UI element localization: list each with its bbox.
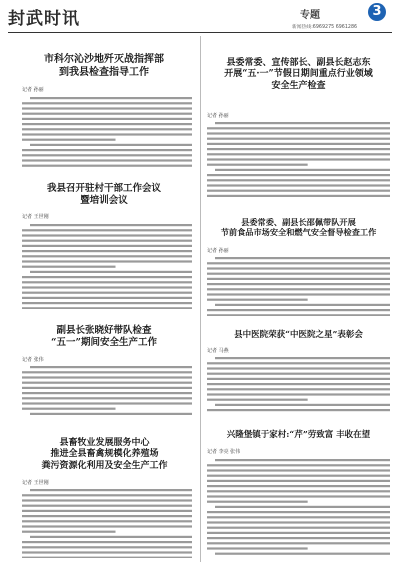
text-line bbox=[22, 515, 192, 517]
text-line bbox=[22, 128, 192, 130]
text-line bbox=[30, 366, 192, 368]
article-2-headline: 县委常委、宣传部长、副县长赵志东 开展“五·一”节假日期间重点行业领域 安全生产检查 bbox=[224, 58, 373, 91]
article-3-byline: 记者 王世刚 bbox=[22, 214, 49, 220]
text-line bbox=[30, 97, 192, 99]
text-line bbox=[207, 393, 390, 395]
article-6-body bbox=[22, 363, 192, 419]
text-line bbox=[207, 409, 390, 411]
body-text-lines bbox=[207, 254, 390, 316]
text-line bbox=[207, 490, 390, 492]
text-line bbox=[207, 362, 390, 364]
text-line bbox=[207, 179, 390, 181]
text-line bbox=[22, 531, 116, 533]
text-line bbox=[207, 283, 390, 285]
text-line bbox=[215, 553, 390, 555]
text-line bbox=[207, 158, 390, 160]
article-5-byline: 记者 马燕 bbox=[207, 348, 229, 354]
text-line bbox=[207, 148, 390, 150]
text-line bbox=[207, 127, 390, 129]
text-line bbox=[207, 373, 390, 375]
text-line bbox=[22, 551, 192, 553]
text-line bbox=[207, 195, 390, 197]
text-line bbox=[207, 153, 390, 155]
text-line bbox=[30, 536, 192, 538]
text-line bbox=[22, 118, 192, 120]
text-line bbox=[215, 506, 390, 508]
article-4-body bbox=[207, 254, 390, 316]
text-line bbox=[215, 122, 390, 124]
text-line bbox=[207, 480, 390, 482]
text-line bbox=[22, 302, 192, 304]
text-line bbox=[207, 138, 390, 140]
text-line bbox=[22, 234, 192, 236]
text-line bbox=[22, 255, 192, 257]
text-line bbox=[207, 132, 390, 134]
text-line bbox=[30, 271, 192, 273]
text-line bbox=[22, 113, 192, 115]
article-2-byline: 记者 孙丽 bbox=[207, 113, 229, 119]
text-line bbox=[22, 376, 192, 378]
text-line bbox=[207, 527, 390, 529]
text-line bbox=[22, 408, 116, 410]
text-line bbox=[22, 499, 192, 501]
text-line bbox=[207, 288, 390, 290]
text-line bbox=[22, 154, 192, 156]
body-text-lines bbox=[22, 486, 192, 558]
text-line bbox=[22, 240, 192, 242]
text-line bbox=[207, 485, 390, 487]
text-line bbox=[22, 307, 192, 309]
masthead bbox=[0, 0, 400, 32]
text-line bbox=[207, 537, 390, 539]
body-text-lines bbox=[207, 354, 390, 414]
text-line bbox=[207, 495, 390, 497]
text-line bbox=[207, 399, 308, 401]
text-line bbox=[30, 144, 192, 146]
text-line bbox=[207, 511, 390, 513]
text-line bbox=[22, 286, 192, 288]
article-1-body bbox=[22, 94, 192, 170]
masthead-title: 封武时讯 bbox=[8, 9, 80, 29]
text-line bbox=[207, 184, 390, 186]
body-text-lines bbox=[22, 94, 192, 170]
article-3-headline: 我县召开驻村干部工作会议 暨培训会议 bbox=[46, 183, 161, 206]
article-4-byline: 记者 孙丽 bbox=[207, 248, 229, 254]
text-line bbox=[22, 139, 116, 141]
text-line bbox=[22, 229, 192, 231]
text-line bbox=[30, 413, 192, 415]
masthead-divider bbox=[8, 32, 392, 33]
text-line bbox=[207, 532, 390, 534]
text-line bbox=[207, 190, 390, 192]
text-line bbox=[207, 164, 308, 166]
text-line bbox=[207, 299, 308, 301]
text-line bbox=[30, 224, 192, 226]
text-line bbox=[207, 469, 390, 471]
text-line bbox=[215, 404, 390, 406]
text-line bbox=[207, 388, 390, 390]
text-line bbox=[207, 547, 308, 549]
text-line bbox=[22, 510, 192, 512]
text-line bbox=[22, 397, 192, 399]
text-line bbox=[22, 546, 192, 548]
text-line bbox=[207, 378, 390, 380]
section-label: 专题 bbox=[300, 10, 320, 21]
text-line bbox=[215, 169, 390, 171]
text-line bbox=[22, 149, 192, 151]
text-line bbox=[207, 293, 390, 295]
article-7-headline: 县畜牧业发展服务中心 推进全县畜禽规模化养殖场 粪污资源化利用及安全生产工作 bbox=[41, 438, 168, 471]
body-text-lines bbox=[22, 221, 192, 309]
text-line bbox=[22, 276, 192, 278]
text-line bbox=[22, 266, 116, 268]
article-6-headline: 副县长张晓好带队检查 “五一”期间安全生产工作 bbox=[51, 325, 157, 348]
text-line bbox=[207, 314, 390, 316]
text-line bbox=[22, 525, 192, 527]
text-line bbox=[207, 278, 390, 280]
article-8-byline: 记者 李亮 张伟 bbox=[207, 449, 241, 455]
article-7-byline: 记者 王世刚 bbox=[22, 480, 49, 486]
article-5-headline: 县中医院荣获“中医院之星”表彰会 bbox=[234, 330, 363, 340]
text-line bbox=[22, 281, 192, 283]
text-line bbox=[215, 459, 390, 461]
text-line bbox=[22, 557, 192, 558]
text-line bbox=[22, 520, 192, 522]
text-line bbox=[207, 367, 390, 369]
article-7-body bbox=[22, 486, 192, 558]
text-line bbox=[22, 245, 192, 247]
text-line bbox=[22, 292, 192, 294]
text-line bbox=[22, 133, 192, 135]
text-line bbox=[22, 392, 192, 394]
article-1-headline: 市科尔沁沙地歼灭战指挥部 到我县检查指导工作 bbox=[44, 54, 164, 78]
body-text-lines bbox=[207, 456, 390, 558]
text-line bbox=[30, 489, 192, 491]
text-line bbox=[207, 273, 390, 275]
text-line bbox=[207, 267, 390, 269]
article-8-headline: 兴隆堡镇于家村:“芹”劳致富 丰收在望 bbox=[226, 430, 371, 440]
text-line bbox=[22, 505, 192, 507]
text-line bbox=[207, 464, 390, 466]
page-number-badge: 3 bbox=[368, 3, 386, 21]
body-text-lines bbox=[22, 363, 192, 419]
text-line bbox=[207, 542, 390, 544]
text-line bbox=[22, 107, 192, 109]
text-line bbox=[22, 123, 192, 125]
article-2-body bbox=[207, 119, 390, 199]
text-line bbox=[22, 260, 192, 262]
text-line bbox=[22, 387, 192, 389]
article-3-body bbox=[22, 221, 192, 309]
text-line bbox=[22, 371, 192, 373]
text-line bbox=[22, 494, 192, 496]
text-line bbox=[215, 357, 390, 359]
text-line bbox=[207, 143, 390, 145]
text-line bbox=[207, 383, 390, 385]
text-line bbox=[22, 165, 192, 167]
body-text-lines bbox=[207, 119, 390, 199]
text-line bbox=[207, 501, 308, 503]
text-line bbox=[207, 475, 390, 477]
article-6-byline: 记者 张伟 bbox=[22, 357, 44, 363]
text-line bbox=[22, 541, 192, 543]
text-line bbox=[207, 309, 390, 311]
column-divider bbox=[200, 36, 201, 562]
article-5-body bbox=[207, 354, 390, 414]
article-1-byline: 记者 孙丽 bbox=[22, 87, 44, 93]
text-line bbox=[207, 174, 390, 176]
article-4-headline: 县委常委、副县长邵佩带队开展 节前食品市场安全和燃气安全督导检查工作 bbox=[220, 217, 377, 238]
text-line bbox=[207, 521, 390, 523]
contact-line: 新闻热线:6969275 6961286 bbox=[292, 25, 358, 30]
text-line bbox=[22, 382, 192, 384]
text-line bbox=[215, 304, 390, 306]
text-line bbox=[215, 257, 390, 259]
article-8-body bbox=[207, 456, 390, 558]
text-line bbox=[22, 402, 192, 404]
text-line bbox=[22, 102, 192, 104]
text-line bbox=[22, 250, 192, 252]
text-line bbox=[22, 159, 192, 161]
text-line bbox=[207, 516, 390, 518]
text-line bbox=[22, 297, 192, 299]
text-line bbox=[207, 262, 390, 264]
